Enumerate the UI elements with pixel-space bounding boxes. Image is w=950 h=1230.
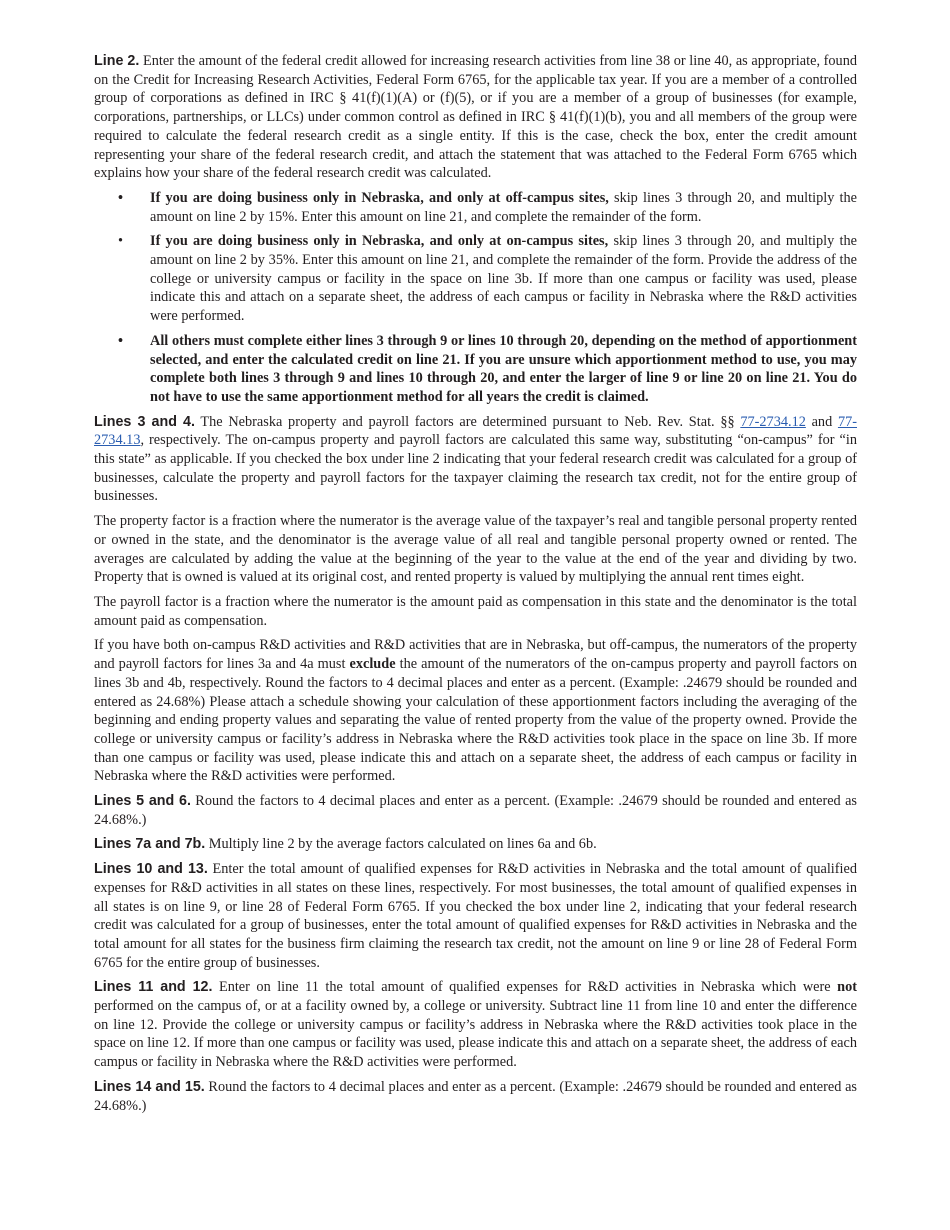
lines-14-15-paragraph [94, 1078, 857, 1115]
on-off-campus-paragraph [94, 636, 857, 786]
instructions-page [94, 52, 857, 1121]
instruction-bullets [94, 189, 857, 407]
bullet-on-campus [94, 232, 857, 326]
bullet-icon: • [118, 189, 124, 206]
line2-paragraph [94, 52, 857, 183]
bullet-all-others [94, 332, 857, 407]
lines-11-12-text-rest: performed on the campus of, or at a facility owned by, a college or university. Subtract line 11 from line 10 and enter the difference on line 12. Provide the college or university campus or facility’s address in Nebraska where the R&D activities took place in the space on line 12. If more than one campus or facility was used, please indicate this and attach on a separate sheet, the address of each campus or facility in Nebraska where the R&D activities were performed. [94, 998, 857, 1071]
property-factor-paragraph: The property factor is a fraction where the numerator is the average value of the taxpayer’s real and tangible personal property rented or owned in the state, and the denominator is the average value of all real and tangible personal property owned or rented. The averages are calculated by adding the value at the beginning of the year to the value at the end of the year and dividing by two. Property that is owned is valued at its original cost, and rented property is valued by multiplying the annual rent times eight. [94, 513, 857, 586]
bullet-off-campus [94, 189, 857, 226]
statute-link-77-2734-13[interactable]: 77-2734.13 [94, 413, 857, 449]
lines-10-13-paragraph [94, 860, 857, 972]
lines-11-12-paragraph [94, 978, 857, 1072]
lines-3-4-text-rest: , respectively. The on-campus property and payroll factors are calculated this same way, substituting “on-campus” for “in this state” as applicable. If you checked the box under line 2 indicating that your federal research credit was calculated for a group of businesses, calculate the property and payroll factors for the taxpayer claiming the research tax credit, not for the entire group of businesses. [94, 432, 857, 505]
exclude-emphasis: exclude [349, 656, 396, 673]
lines-10-13-heading: Lines 10 and 13. [94, 861, 208, 878]
bullet-bold-text: If you are doing business only in Nebraska, and only at on-campus sites, [150, 233, 609, 250]
lines-3-4-paragraph [94, 413, 857, 507]
lines-14-15-text: Round the factors to 4 decimal places and enter as a percent. (Example: .24679 should be rounded and entered as 24.68%.) [94, 1078, 857, 1114]
bullet-text: skip lines 3 through 20, and multiply the amount on line 2 by 35%. Enter this amount on line 21, and complete the remainder of the form. Provide the address of the college or university campus or facility in the space on line 3b. If more than one campus or facility was used, please indicate this and attach on a separate sheet, the address of each campus or facility in Nebraska where the R&D activities were performed. [150, 233, 857, 325]
payroll-factor-paragraph: The payroll factor is a fraction where the numerator is the amount paid as compensation in this state and the denominator is the total amount paid as compensation. [94, 593, 857, 629]
lines-5-6-text: Round the factors to 4 decimal places and enter as a percent. (Example: .24679 should be rounded and entered as 24.68%.) [94, 793, 857, 828]
lines-7a-7b-text: Multiply line 2 by the average factors calculated on lines 6a and 6b. [205, 836, 597, 853]
lines-11-12-text: Enter on line 11 the total amount of qualified expenses for R&D activities in Nebraska which were [212, 979, 838, 996]
not-emphasis: not [837, 979, 857, 996]
on-off-campus-text-rest: the amount of the numerators of the on-campus property and payroll factors on lines 3b and 4b, respectively. Round the factors to 4 decimal places and enter as a percent. (Example: .24679 should be rounded and entered as 24.68%) Please attach a schedule showing your calculation of these apportionment factors including the averaging of the beginning and ending property values and separating the value of rented property from the value of the property owned. Provide the college or university campus or facility’s address in Nebraska where the R&D activities took place in the space on line 3b. If more than one campus or facility was used, please indicate this and attach on a separate sheet, the address of each campus or facility in Nebraska where the R&D activities were performed. [94, 656, 857, 785]
lines-3-4-heading: Lines 3 and 4. [94, 413, 195, 430]
lines-7a-7b-paragraph [94, 835, 857, 854]
lines-14-15-heading: Lines 14 and 15. [94, 1078, 205, 1095]
line2-text: Enter the amount of the federal credit allowed for increasing research activities from line 38 or line 40, as appropriate, found on the Credit for Increasing Research Activities, Federal Form 6765, for the applicable tax year. If you are a member of a controlled group of corporations as defined in IRC § 41(f)(1)(A) or (f)(5), or if you are a member of a group of businesses (for example, corporations, partnerships, or LLCs) under common control as defined in IRC § 41(f)(1)(b), you and all members of the group were required to calculate the federal research credit as a single entity. If this is the case, check the box, enter the credit amount representing your share of the federal research credit, and attach the statement that was attached to the Federal Form 6765 which explains how your share of the federal research credit was calculated. [94, 53, 858, 182]
lines-3-4-text-and: and [805, 413, 838, 430]
bullet-bold-text: All others must complete either lines 3 through 9 or lines 10 through 20, depending on the method of apportionment selected, and enter the calculated credit on line 21. If you are unsure which apportionment method to use, you may complete both lines 3 through 9 and lines 10 through 20, and enter the larger of line 9 or line 20 on line 21. You do not have to use the same apportionment method for all years the credit is claimed. [150, 332, 857, 405]
lines-11-12-heading: Lines 11 and 12. [94, 979, 213, 996]
lines-5-6-heading: Lines 5 and 6. [94, 793, 191, 810]
lines-5-6-paragraph [94, 792, 857, 829]
line2-heading: Line 2. [94, 53, 140, 69]
bullet-icon: • [118, 233, 124, 250]
statute-link-77-2734-12[interactable]: 77-2734.12 [740, 413, 806, 430]
bullet-icon: • [118, 332, 124, 349]
bullet-text: skip lines 3 through 20, and multiply the amount on line 2 by 15%. Enter this amount on line 21, and complete the remainder of the form. [150, 189, 857, 225]
lines-10-13-text: Enter the total amount of qualified expenses for R&D activities in Nebraska and the total amount of qualified expenses for R&D activities in all states on these lines, respectively. For most businesses, the total amount of qualified expenses in all states is on line 9, or line 28 of Federal Form 6765. If you checked the box under line 2, indicating that your federal research credit was calculated for a group of businesses, enter the total amount of qualified expenses for R&D activities in Nebraska and the total amount for all states for the business firm claiming the research tax credit, not the amount on line 9 or line 28 of Federal Form 6765 for the entire group of businesses. [94, 861, 858, 971]
lines-7a-7b-heading: Lines 7a and 7b. [94, 836, 206, 853]
lines-3-4-text: The Nebraska property and payroll factors are determined pursuant to Neb. Rev. Stat. §§ [194, 413, 741, 430]
on-off-campus-text: If you have both on-campus R&D activities and R&D activities that are in Nebraska, but off-campus, the numerators of the property and payroll factors for lines 3a and 4a must [94, 637, 857, 673]
bullet-bold-text: If you are doing business only in Nebraska, and only at off-campus sites, [150, 189, 609, 206]
